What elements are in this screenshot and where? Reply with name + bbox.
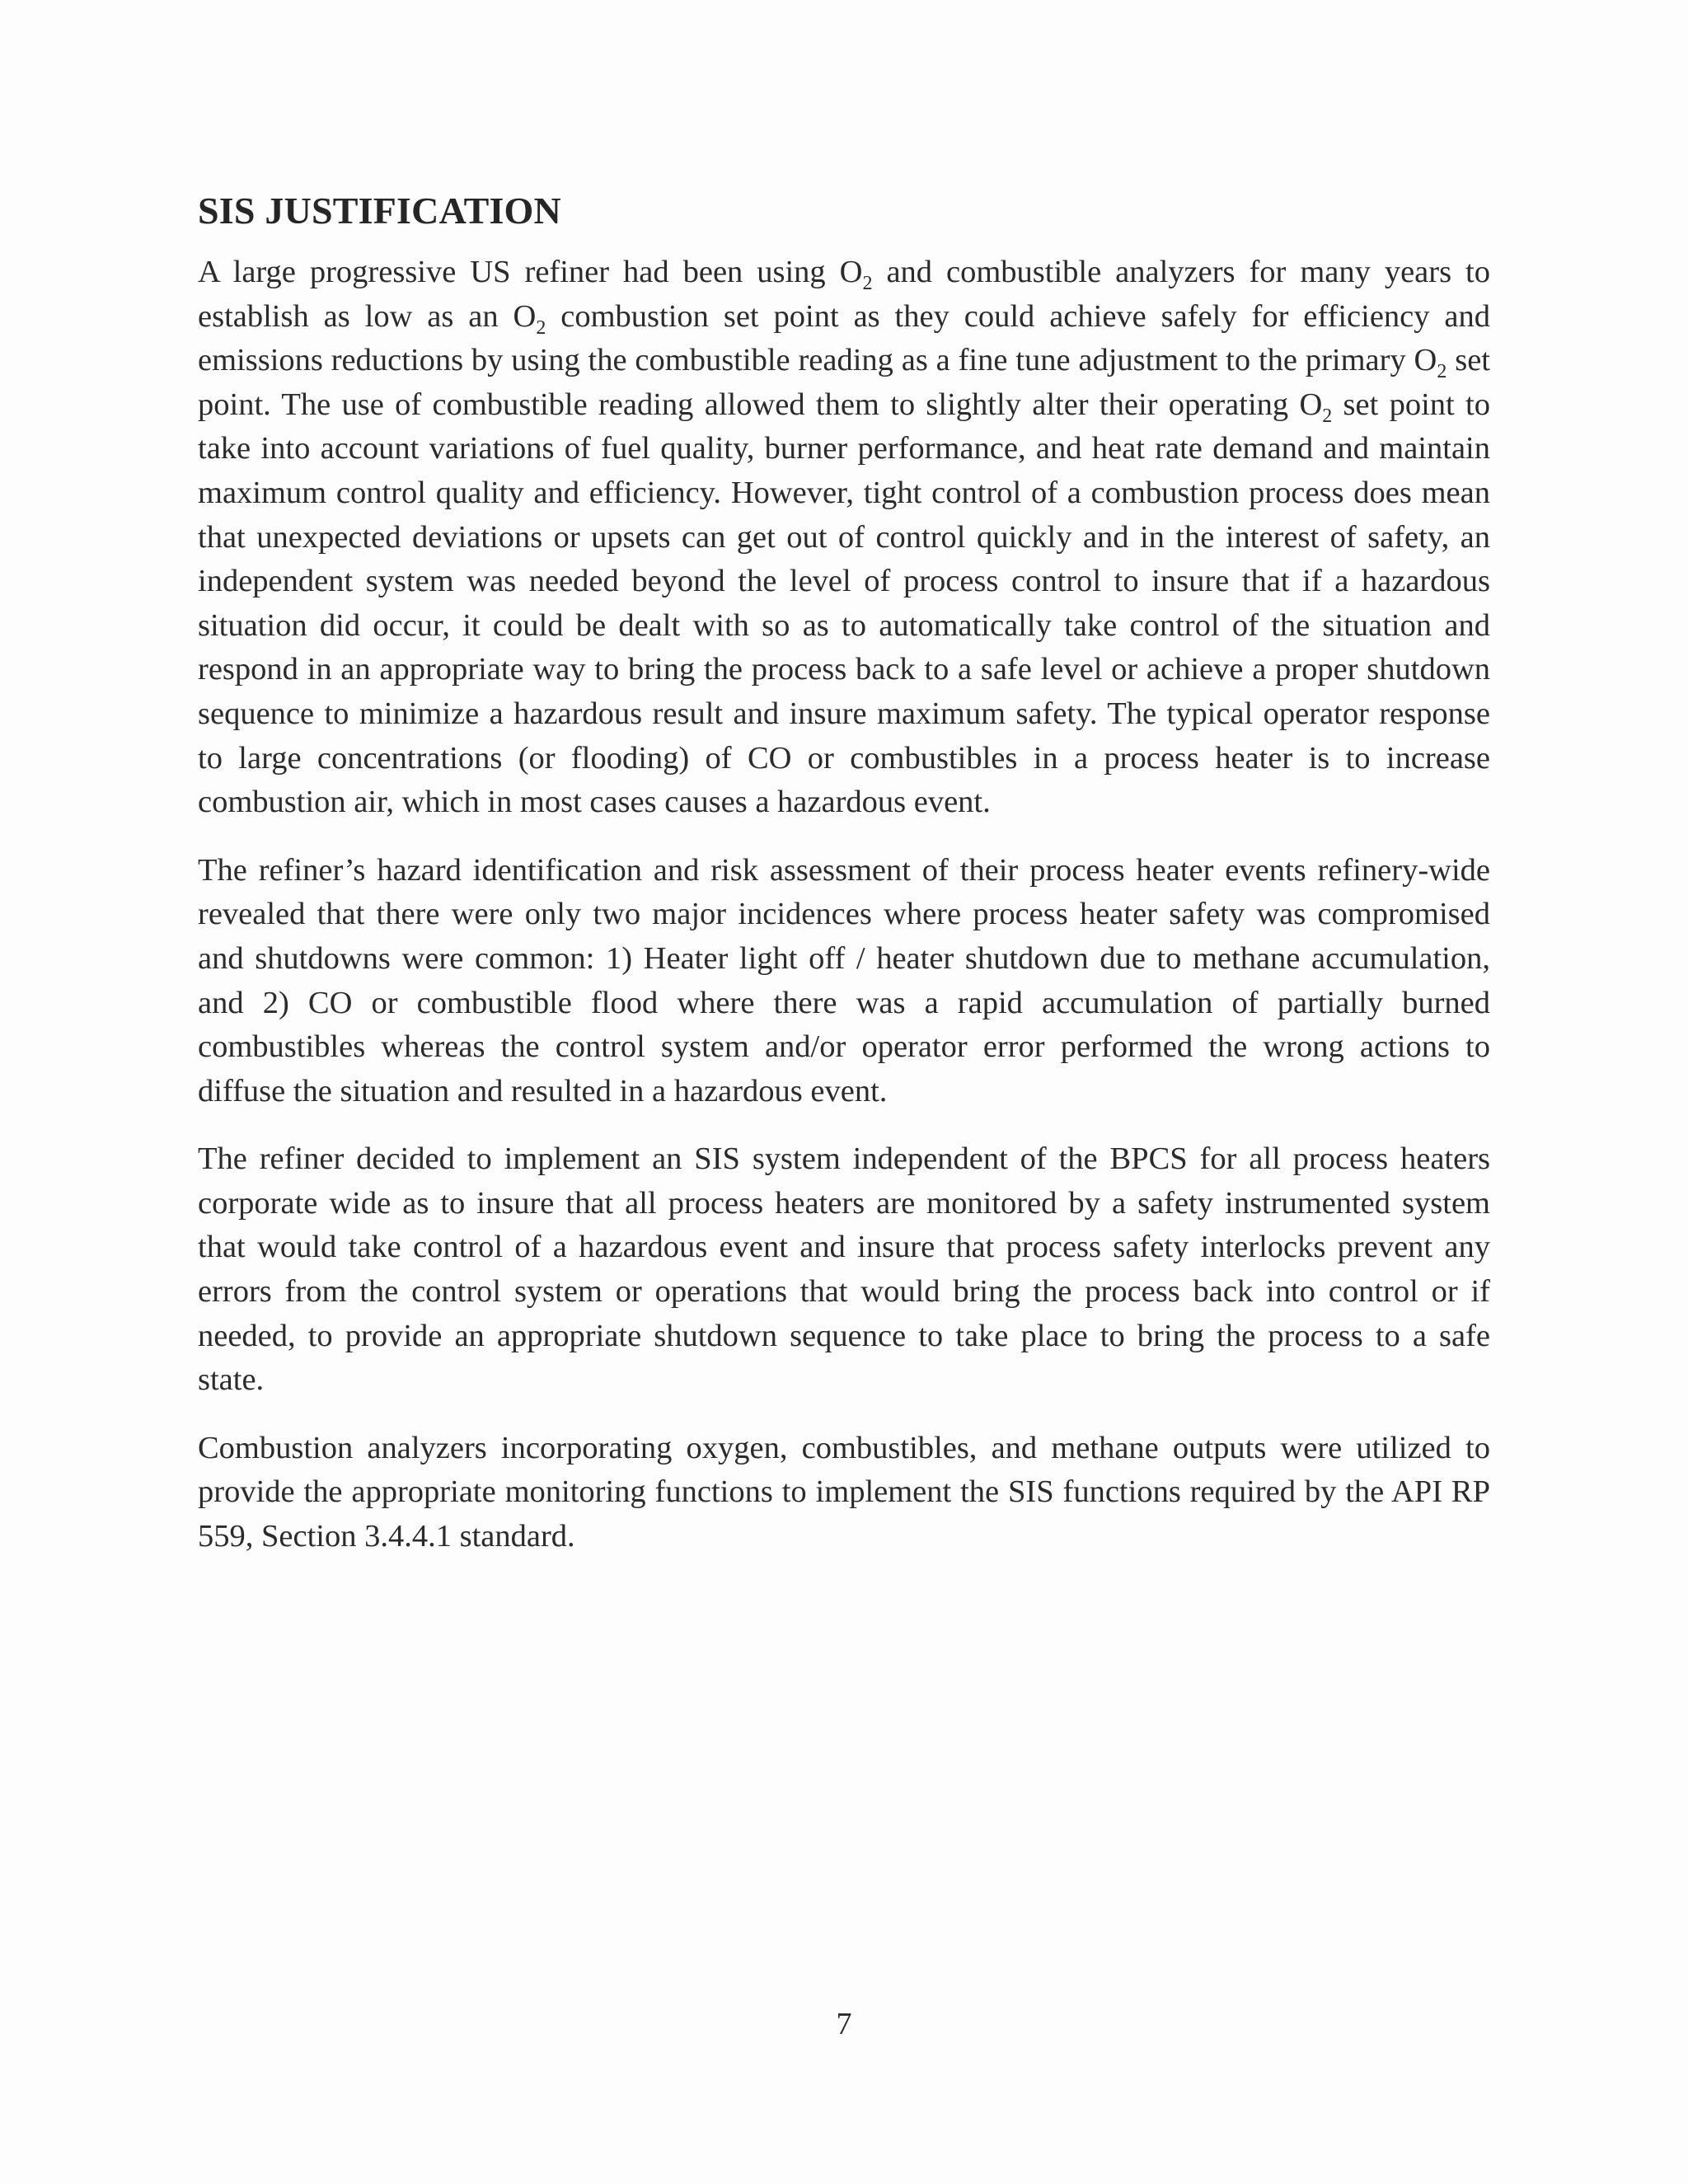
subscript-2: 2	[1322, 405, 1333, 427]
paragraph-1-text-1: A large progressive US refiner had been using O	[198, 255, 863, 289]
subscript-2: 2	[536, 316, 546, 339]
paragraph-1-text-4: set point. The use of combustible reading allowed them to slightly alter their operating O	[198, 343, 1490, 422]
section-heading: SIS JUSTIFICATION	[198, 190, 561, 232]
paragraph-1-text-5: set point to take into account variations of fuel quality, burner performance, and heat rate demand and maintain maximum control quality and efficiency. However, tight control of a combustion process does mean that unexpected deviations or upsets can get out of control quickly and in the interest of safety, an independent system was needed beyond the level of process control to insure that if a hazardous situation did occur, it could be dealt with so as to automatically take control of the situation and respond in an appropriate way to bring the process back to a safe level or achieve a proper shutdown sequence to minimize a hazardous result and insure maximum safety. The typical operator response to large concentrations (or flooding) of CO or combustibles in a process heater is to increase combustion air, which in most cases causes a hazardous event.	[198, 387, 1490, 820]
subscript-2: 2	[1437, 361, 1447, 383]
paragraph-1-text-2: and combustible analyzers for many years to establish as low as an O	[198, 255, 1490, 334]
paragraph-2: The refiner’s hazard identification and risk assessment of their process heater events refinery-wide revealed that there were only two major incidences where process heater safety was compromised and shutdowns were common: 1) Heater light off / heater shutdown due to methane accumulation, and 2) CO or combustible flood where there was a rapid accumulation of partially burned combustibles whereas the control system and/or operator error performed the wrong actions to diffuse the situation and resulted in a hazardous event.	[198, 852, 1490, 1108]
document-page	[198, 188, 1490, 1583]
paragraph-1	[198, 251, 1490, 825]
page-number: 7	[836, 2007, 852, 2041]
paragraph-4: Combustion analyzers incorporating oxygen, combustibles, and methane outputs were utilized to provide the appropriate monitoring functions to implement the SIS functions required by the API RP 559, Section 3.4.4.1 standard.	[198, 1430, 1490, 1554]
paragraph-3: The refiner decided to implement an SIS system independent of the BPCS for all process heaters corporate wide as to insure that all process heaters are monitored by a safety instrumented system that would take control of a hazardous event and insure that process safety interlocks prevent any errors from the control system or operations that would bring the process back into control or if needed, to provide an appropriate shutdown sequence to take place to bring the process to a safe state.	[198, 1141, 1490, 1398]
subscript-2: 2	[862, 273, 873, 294]
paragraph-1-text-3: combustion set point as they could achieve safely for efficiency and emissions reductions by using the combustible reading as a fine tune adjustment to the primary O	[198, 298, 1491, 378]
